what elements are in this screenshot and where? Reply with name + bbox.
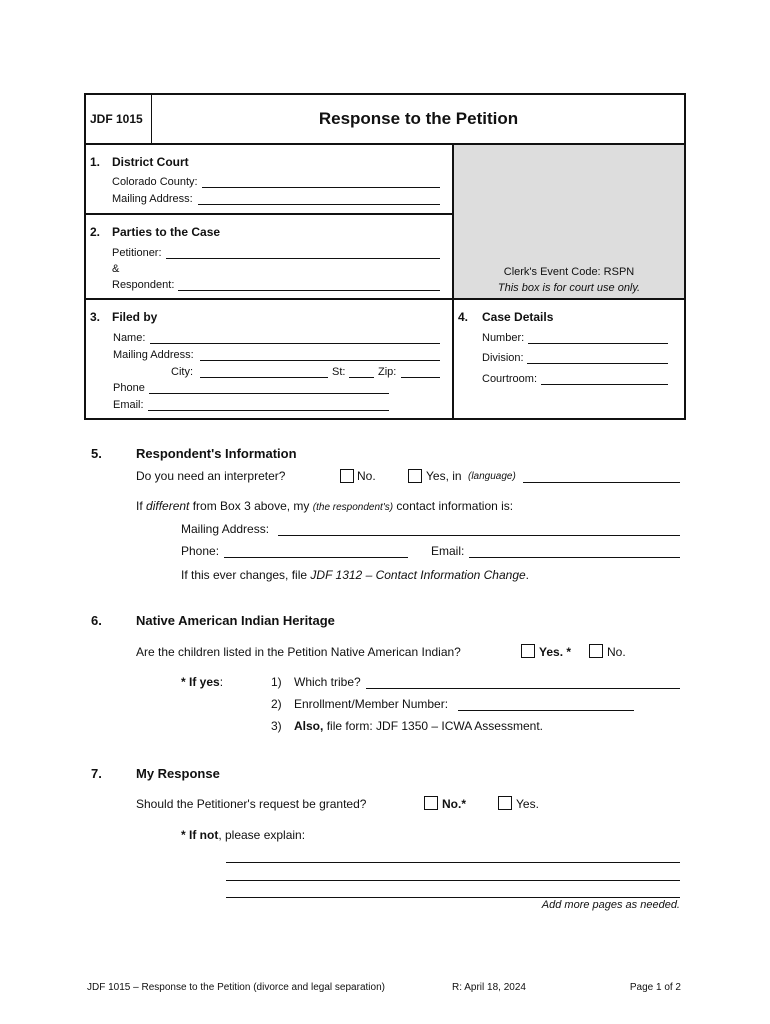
- if-yes-label: [181, 675, 223, 689]
- explain-line-3[interactable]: [226, 897, 680, 898]
- granted-no-checkbox[interactable]: [424, 796, 438, 810]
- petitioner-field[interactable]: [166, 258, 440, 259]
- sec6-title: Native American Indian Heritage: [136, 613, 335, 628]
- respondent-label: Respondent:: [112, 279, 175, 291]
- filer-name-label: Name:: [113, 332, 146, 344]
- changes-form: JDF 1312 – Contact Information Change: [310, 568, 526, 582]
- form-title: Response to the Petition: [318, 109, 519, 128]
- filer-st-field[interactable]: [349, 377, 374, 378]
- if-not-bold: * If not: [181, 828, 219, 842]
- resp-mailing-label: Mailing Address:: [181, 522, 270, 536]
- granted-no-label: No.*: [442, 797, 466, 811]
- petitioner-label: Petitioner:: [112, 247, 162, 259]
- sec7-title: My Response: [136, 766, 220, 781]
- tribe-field[interactable]: [366, 688, 680, 689]
- if-not-rest: , please explain:: [218, 828, 306, 842]
- filer-mailing-field[interactable]: [200, 360, 440, 361]
- box2-title: Parties to the Case: [112, 225, 221, 239]
- heritage-no-label: No.: [607, 645, 626, 659]
- form-id: JDF 1015: [90, 112, 143, 126]
- if-not-label: [181, 828, 305, 842]
- case-number-label: Number:: [482, 332, 525, 344]
- filer-zip-label: Zip:: [378, 366, 397, 378]
- changes-suffix: .: [525, 568, 530, 582]
- interpreter-yes-label: Yes, in: [426, 469, 462, 483]
- interpreter-yes-checkbox[interactable]: [408, 469, 422, 483]
- resp-phone-field[interactable]: [224, 557, 408, 558]
- county-label: Colorado County:: [112, 176, 198, 188]
- division-label: Division:: [482, 352, 524, 364]
- resp-mailing-field[interactable]: [278, 535, 680, 536]
- box1-title: District Court: [112, 155, 189, 169]
- box2-divider: [84, 298, 453, 300]
- court-mailing-label: Mailing Address:: [112, 193, 193, 205]
- resp-email-field[interactable]: [469, 557, 680, 558]
- if-prefix: If: [136, 499, 143, 513]
- box2-number: 2.: [90, 225, 101, 239]
- if-yes-bold: * If yes: [181, 675, 220, 689]
- respondent-field[interactable]: [178, 290, 440, 291]
- item3-num: 3): [271, 719, 282, 733]
- filer-city-label: City:: [171, 366, 193, 378]
- box3-number: 3.: [90, 310, 101, 324]
- footer-center: R: April 18, 2024: [452, 982, 526, 993]
- explain-line-1[interactable]: [226, 862, 680, 863]
- heritage-question: Are the children listed in the Petition Native American Indian?: [136, 645, 461, 659]
- box4-title: Case Details: [482, 310, 554, 324]
- filer-name-field[interactable]: [150, 343, 440, 344]
- case-number-field[interactable]: [528, 343, 668, 344]
- changes-note: [181, 568, 529, 582]
- item3-bold: Also,: [294, 719, 324, 733]
- filer-phone-field[interactable]: [149, 393, 389, 394]
- enrollment-field[interactable]: [458, 710, 634, 711]
- heritage-yes-checkbox[interactable]: [521, 644, 535, 658]
- respondents-hint: (the respondent's): [312, 502, 394, 513]
- filer-email-label: Email:: [113, 399, 144, 411]
- interpreter-no-label: No.: [357, 469, 376, 483]
- heritage-no-checkbox[interactable]: [589, 644, 603, 658]
- filer-zip-field[interactable]: [401, 377, 440, 378]
- heritage-yes-label: Yes. *: [539, 645, 572, 659]
- box1-divider: [84, 213, 453, 215]
- sec5-title: Respondent's Information: [136, 446, 297, 461]
- contact-is-text: contact information is:: [396, 499, 514, 513]
- resp-phone-label: Phone:: [181, 544, 220, 558]
- footer-left: JDF 1015 – Response to the Petition (divorce and legal separation): [87, 982, 385, 993]
- granted-question: Should the Petitioner's request be granted?: [136, 797, 367, 811]
- filer-st-label: St:: [332, 366, 346, 378]
- item3-text: [294, 719, 543, 733]
- explain-line-2[interactable]: [226, 880, 680, 881]
- county-field[interactable]: [202, 187, 440, 188]
- filer-phone-label: Phone: [113, 382, 145, 394]
- item1-num: 1): [271, 675, 282, 689]
- court-box-bottom: [452, 298, 686, 300]
- interpreter-no-checkbox[interactable]: [340, 469, 354, 483]
- language-hint: (language): [468, 471, 516, 482]
- item2-num: 2): [271, 697, 282, 711]
- and-label: &: [112, 263, 120, 275]
- division-field[interactable]: [527, 363, 668, 364]
- sec5-number: 5.: [91, 446, 102, 461]
- filer-email-field[interactable]: [148, 410, 389, 411]
- item2-text: Enrollment/Member Number:: [294, 697, 449, 711]
- courtroom-field[interactable]: [541, 384, 668, 385]
- granted-yes-label: Yes.: [516, 797, 539, 811]
- filer-mailing-label: Mailing Address:: [113, 349, 194, 361]
- changes-prefix: If this ever changes, file: [181, 568, 308, 582]
- box3-title: Filed by: [112, 310, 158, 324]
- clerk-event-code: Clerk's Event Code: RSPN: [503, 266, 635, 278]
- filer-city-field[interactable]: [200, 377, 328, 378]
- if-yes-colon: :: [219, 675, 224, 689]
- box1-number: 1.: [90, 155, 101, 169]
- interpreter-question: Do you need an interpreter?: [136, 469, 286, 483]
- different-contact-line: [136, 499, 513, 513]
- item1-text: Which tribe?: [294, 675, 361, 689]
- different-word: different: [146, 499, 190, 513]
- footer-right: Page 1 of 2: [629, 982, 681, 993]
- granted-yes-checkbox[interactable]: [498, 796, 512, 810]
- item3-rest: file form: JDF 1350 – ICWA Assessment.: [326, 719, 543, 733]
- box4-number: 4.: [458, 310, 469, 324]
- sec6-number: 6.: [91, 613, 102, 628]
- sec7-number: 7.: [91, 766, 102, 781]
- add-pages-note: Add more pages as needed.: [541, 899, 680, 911]
- resp-email-label: Email:: [431, 544, 465, 558]
- court-use-note: This box is for court use only.: [497, 282, 641, 294]
- court-mailing-field[interactable]: [198, 204, 440, 205]
- from-box-text: from Box 3 above, my: [192, 499, 310, 513]
- courtroom-label: Courtroom:: [482, 373, 538, 385]
- language-field[interactable]: [523, 482, 680, 483]
